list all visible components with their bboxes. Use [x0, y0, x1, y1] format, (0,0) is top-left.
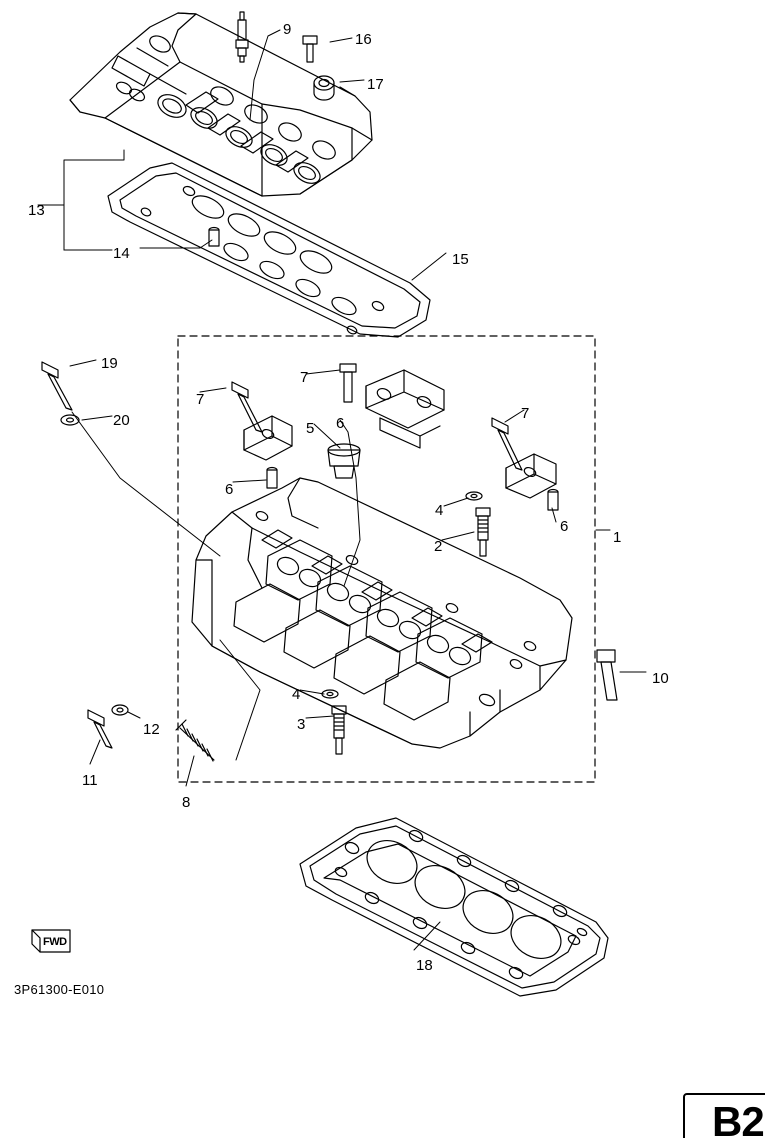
stud-8: [176, 720, 214, 761]
page-tab-label: B2: [712, 1098, 764, 1138]
bolt-10: [597, 650, 617, 700]
spark-plug-9: [236, 12, 248, 62]
callout-number: 14: [113, 245, 130, 262]
stud-3: [332, 706, 346, 754]
bolt-19: [42, 362, 72, 410]
callout-number: 3: [297, 716, 306, 733]
bolt-16: [303, 36, 317, 62]
callout-number: 18: [416, 957, 433, 974]
callout-number: 7: [196, 391, 205, 408]
head-cover-gasket: [108, 163, 430, 337]
cylinder-head-gasket-18: [300, 818, 608, 996]
drawing-code: 3P61300-E010: [14, 982, 105, 997]
callout-number: 6: [225, 481, 234, 498]
callout-number: 7: [300, 369, 309, 386]
grommet-17: [314, 76, 334, 100]
callout-number: 4: [292, 686, 301, 703]
dowel-pin-6-right: [548, 490, 558, 511]
callout-number: 12: [143, 721, 160, 738]
camshaft-cap-center: [366, 370, 444, 448]
callout-number: 17: [367, 76, 384, 93]
callout-number: 20: [113, 412, 130, 429]
callout-number: 4: [435, 502, 444, 519]
callout-number: 6: [336, 415, 345, 432]
callout-number: 10: [652, 670, 669, 687]
bolt-7-center: [340, 364, 356, 402]
washer-20: [61, 415, 79, 425]
washer-4-upper: [466, 492, 482, 500]
callout-number: 7: [521, 405, 530, 422]
washer-12: [112, 705, 128, 715]
camshaft-cap-left: [244, 416, 292, 460]
assembly-dashed-box: [178, 336, 595, 782]
callout-number: 13: [28, 202, 45, 219]
callout-number: 5: [306, 420, 315, 437]
callout-number: 2: [434, 538, 443, 555]
callout-number: 19: [101, 355, 118, 372]
callout-number: 6: [560, 518, 569, 535]
bolt-11: [88, 710, 112, 748]
stud-2: [476, 508, 490, 556]
bolt-7-left: [232, 382, 262, 432]
cylinder-head-cover: [70, 13, 372, 196]
callout-number: 11: [82, 772, 98, 789]
callout-number: 8: [182, 794, 191, 811]
dowel-pin-14: [209, 228, 219, 247]
callout-number: 15: [452, 251, 469, 268]
callout-number: 16: [355, 31, 372, 48]
callout-number: 1: [613, 529, 622, 546]
cylinder-head-body: [192, 478, 572, 748]
callout-number: 9: [283, 21, 292, 38]
fwd-label: FWD: [43, 936, 67, 948]
dowel-pin-6-left: [267, 468, 277, 489]
